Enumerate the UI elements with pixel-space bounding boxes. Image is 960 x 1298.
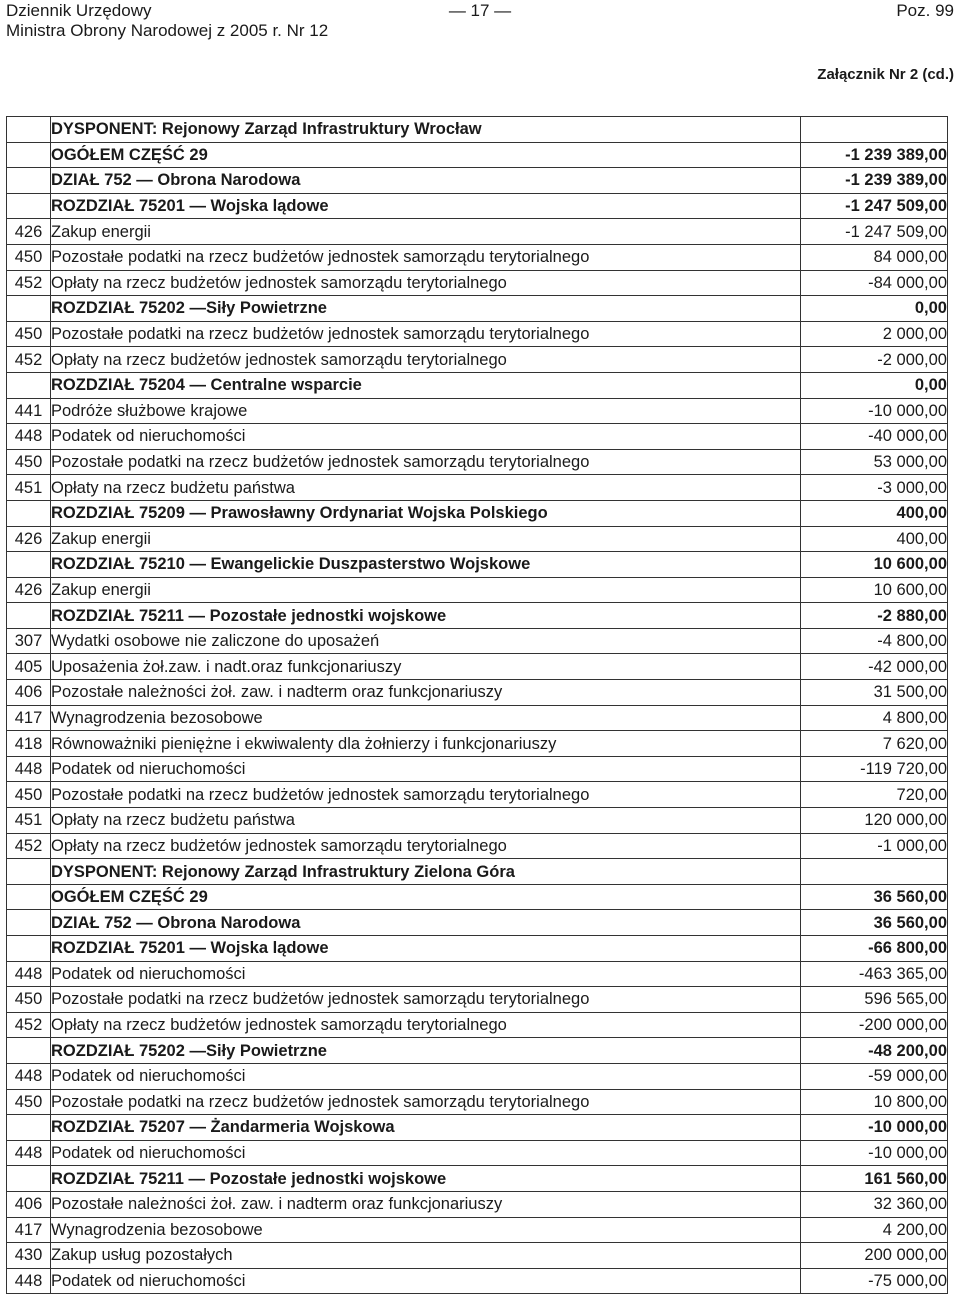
table-row [7,987,948,1013]
table-row [7,219,948,245]
row-code [7,1166,51,1192]
table-row [7,833,948,859]
row-name: Podatek od nieruchomości [51,1140,801,1166]
row-name: ROZDZIAŁ 75201 — Wojska lądowe [51,936,801,962]
row-code: 450 [7,782,51,808]
row-name: Pozostałe podatki na rzecz budżetów jednostek samorządu terytorialnego [51,1089,801,1115]
row-code: 450 [7,244,51,270]
row-code: 451 [7,475,51,501]
table-row [7,680,948,706]
row-name: DZIAŁ 752 — Obrona Narodowa [51,168,801,194]
row-name: OGÓŁEM CZĘŚĆ 29 [51,884,801,910]
table-row-heading [7,193,948,219]
row-value: -463 365,00 [801,961,948,987]
table-row [7,654,948,680]
table-row [7,1243,948,1269]
row-value: -10 000,00 [801,1115,948,1141]
table-row-heading [7,142,948,168]
row-name: ROZDZIAŁ 75209 — Prawosławny Ordynariat Wojska Polskiego [51,500,801,526]
row-name: DZIAŁ 752 — Obrona Narodowa [51,910,801,936]
row-value: 10 600,00 [801,552,948,578]
row-name: ROZDZIAŁ 75211 — Pozostałe jednostki wojskowe [51,1166,801,1192]
row-code: 452 [7,347,51,373]
row-value: -59 000,00 [801,1063,948,1089]
table-row-heading [7,859,948,885]
row-name: Uposażenia żoł.zaw. i nadt.oraz funkcjonariuszy [51,654,801,680]
row-name: Wydatki osobowe nie zaliczone do uposażeń [51,628,801,654]
row-value: 400,00 [801,526,948,552]
table-row-heading [7,296,948,322]
ministry-line: Ministra Obrony Narodowej z 2005 r. Nr 12 [6,21,329,40]
row-name: Podróże służbowe krajowe [51,398,801,424]
budget-table [6,116,948,1294]
table-row [7,628,948,654]
row-name: Pozostałe podatki na rzecz budżetów jednostek samorządu terytorialnego [51,321,801,347]
table-row [7,1191,948,1217]
row-code [7,552,51,578]
row-value: -42 000,00 [801,654,948,680]
row-code: 448 [7,1140,51,1166]
row-name: Opłaty na rzecz budżetów jednostek samorządu terytorialnego [51,347,801,373]
row-value: -3 000,00 [801,475,948,501]
row-code [7,168,51,194]
table-row [7,1063,948,1089]
row-name: ROZDZIAŁ 75204 — Centralne wsparcie [51,372,801,398]
table-row [7,808,948,834]
row-code [7,1038,51,1064]
table-row [7,1268,948,1294]
row-code: 450 [7,1089,51,1115]
row-value: -66 800,00 [801,936,948,962]
row-code: 452 [7,1012,51,1038]
table-row-heading [7,1038,948,1064]
row-code [7,372,51,398]
row-value: 4 200,00 [801,1217,948,1243]
table-row-heading [7,910,948,936]
row-code: 405 [7,654,51,680]
row-value: -4 800,00 [801,628,948,654]
row-value: 53 000,00 [801,449,948,475]
row-value: -84 000,00 [801,270,948,296]
row-value [801,859,948,885]
row-name: Zakup energii [51,219,801,245]
row-value: -200 000,00 [801,1012,948,1038]
page-header [0,0,960,44]
row-name: Wynagrodzenia bezosobowe [51,1217,801,1243]
table-row-heading [7,372,948,398]
row-value: 32 360,00 [801,1191,948,1217]
row-code [7,193,51,219]
row-code [7,142,51,168]
row-value: -1 239 389,00 [801,142,948,168]
row-code [7,500,51,526]
row-code: 452 [7,270,51,296]
row-name: Równoważniki pieniężne i ekwiwalenty dla żołnierzy i funkcjonariuszy [51,731,801,757]
row-value: -48 200,00 [801,1038,948,1064]
row-name: ROZDZIAŁ 75202 —Siły Powietrzne [51,1038,801,1064]
row-value: -10 000,00 [801,398,948,424]
journal-title: Dziennik Urzędowy [6,1,152,20]
row-value: -1 239 389,00 [801,168,948,194]
row-code: 406 [7,680,51,706]
table-row-heading [7,884,948,910]
position-number: Poz. 99 [896,1,954,20]
table-row-heading [7,117,948,143]
row-value: -2 880,00 [801,603,948,629]
row-value: 400,00 [801,500,948,526]
row-code [7,859,51,885]
table-row [7,782,948,808]
row-code [7,603,51,629]
row-name: Opłaty na rzecz budżetu państwa [51,475,801,501]
row-code [7,910,51,936]
table-row-heading [7,936,948,962]
row-name: Pozostałe należności żoł. zaw. i nadterm oraz funkcjonariuszy [51,1191,801,1217]
row-code: 426 [7,526,51,552]
row-name: Pozostałe podatki na rzecz budżetów jednostek samorządu terytorialnego [51,244,801,270]
row-value: -119 720,00 [801,756,948,782]
table-row [7,705,948,731]
row-code: 452 [7,833,51,859]
row-name: Podatek od nieruchomości [51,424,801,450]
row-code: 430 [7,1243,51,1269]
row-name: ROZDZIAŁ 75211 — Pozostałe jednostki wojskowe [51,603,801,629]
row-value: 120 000,00 [801,808,948,834]
row-value: 720,00 [801,782,948,808]
row-value: 36 560,00 [801,884,948,910]
table-row [7,1089,948,1115]
row-code: 441 [7,398,51,424]
table-row [7,961,948,987]
table-row [7,244,948,270]
table-row [7,398,948,424]
row-name: Pozostałe podatki na rzecz budżetów jednostek samorządu terytorialnego [51,449,801,475]
row-name: Opłaty na rzecz budżetów jednostek samorządu terytorialnego [51,270,801,296]
table-row [7,1217,948,1243]
page-number: — 17 — [448,1,512,20]
row-name: Opłaty na rzecz budżetu państwa [51,808,801,834]
row-value: -10 000,00 [801,1140,948,1166]
table-row-heading [7,1115,948,1141]
row-code [7,884,51,910]
table-row [7,321,948,347]
row-value: 0,00 [801,372,948,398]
row-name: Zakup energii [51,577,801,603]
row-value: 4 800,00 [801,705,948,731]
table-row-heading [7,500,948,526]
row-name: DYSPONENT: Rejonowy Zarząd Infrastruktury Zielona Góra [51,859,801,885]
row-code: 448 [7,1268,51,1294]
row-code: 426 [7,577,51,603]
row-code: 448 [7,756,51,782]
row-name: Podatek od nieruchomości [51,1063,801,1089]
row-name: Podatek od nieruchomości [51,961,801,987]
row-value: 7 620,00 [801,731,948,757]
row-value: 0,00 [801,296,948,322]
row-name: OGÓŁEM CZĘŚĆ 29 [51,142,801,168]
table-row-heading [7,1166,948,1192]
row-code: 406 [7,1191,51,1217]
row-value: 2 000,00 [801,321,948,347]
row-name: ROZDZIAŁ 75202 —Siły Powietrzne [51,296,801,322]
row-value: 10 800,00 [801,1089,948,1115]
row-name: ROZDZIAŁ 75207 — Żandarmeria Wojskowa [51,1115,801,1141]
table-row [7,756,948,782]
row-code: 418 [7,731,51,757]
row-code: 417 [7,1217,51,1243]
row-name: Opłaty na rzecz budżetów jednostek samorządu terytorialnego [51,1012,801,1038]
row-code [7,296,51,322]
table-row [7,731,948,757]
row-value: -1 000,00 [801,833,948,859]
row-value: -75 000,00 [801,1268,948,1294]
table-row [7,424,948,450]
row-code: 450 [7,987,51,1013]
row-code: 450 [7,321,51,347]
row-value: 161 560,00 [801,1166,948,1192]
table-row [7,347,948,373]
row-name: Pozostałe podatki na rzecz budżetów jednostek samorządu terytorialnego [51,782,801,808]
table-row [7,1012,948,1038]
table-row [7,449,948,475]
row-value [801,117,948,143]
row-value: 36 560,00 [801,910,948,936]
row-code: 307 [7,628,51,654]
row-value: -2 000,00 [801,347,948,373]
row-code: 448 [7,1063,51,1089]
table-row [7,1140,948,1166]
table-row-heading [7,552,948,578]
row-name: Podatek od nieruchomości [51,756,801,782]
row-name: Opłaty na rzecz budżetów jednostek samorządu terytorialnego [51,833,801,859]
row-value: -1 247 509,00 [801,219,948,245]
row-code [7,936,51,962]
row-code [7,117,51,143]
row-code: 450 [7,449,51,475]
row-value: 200 000,00 [801,1243,948,1269]
row-name: Zakup energii [51,526,801,552]
row-code: 417 [7,705,51,731]
row-value: -1 247 509,00 [801,193,948,219]
row-value: 31 500,00 [801,680,948,706]
row-code: 448 [7,424,51,450]
row-value: -40 000,00 [801,424,948,450]
table-row-heading [7,168,948,194]
row-name: ROZDZIAŁ 75210 — Ewangelickie Duszpasterstwo Wojskowe [51,552,801,578]
row-name: Pozostałe należności żoł. zaw. i nadterm oraz funkcjonariuszy [51,680,801,706]
row-name: Podatek od nieruchomości [51,1268,801,1294]
table-row [7,270,948,296]
table-row [7,526,948,552]
row-code: 448 [7,961,51,987]
row-name: ROZDZIAŁ 75201 — Wojska lądowe [51,193,801,219]
table-row [7,475,948,501]
row-name: DYSPONENT: Rejonowy Zarząd Infrastruktury Wrocław [51,117,801,143]
row-code: 426 [7,219,51,245]
row-value: 10 600,00 [801,577,948,603]
table-row [7,577,948,603]
row-name: Pozostałe podatki na rzecz budżetów jednostek samorządu terytorialnego [51,987,801,1013]
table-row-heading [7,603,948,629]
row-code [7,1115,51,1141]
row-value: 596 565,00 [801,987,948,1013]
row-code: 451 [7,808,51,834]
row-name: Wynagrodzenia bezosobowe [51,705,801,731]
row-value: 84 000,00 [801,244,948,270]
annex-label: Załącznik Nr 2 (cd.) [817,66,954,83]
row-name: Zakup usług pozostałych [51,1243,801,1269]
